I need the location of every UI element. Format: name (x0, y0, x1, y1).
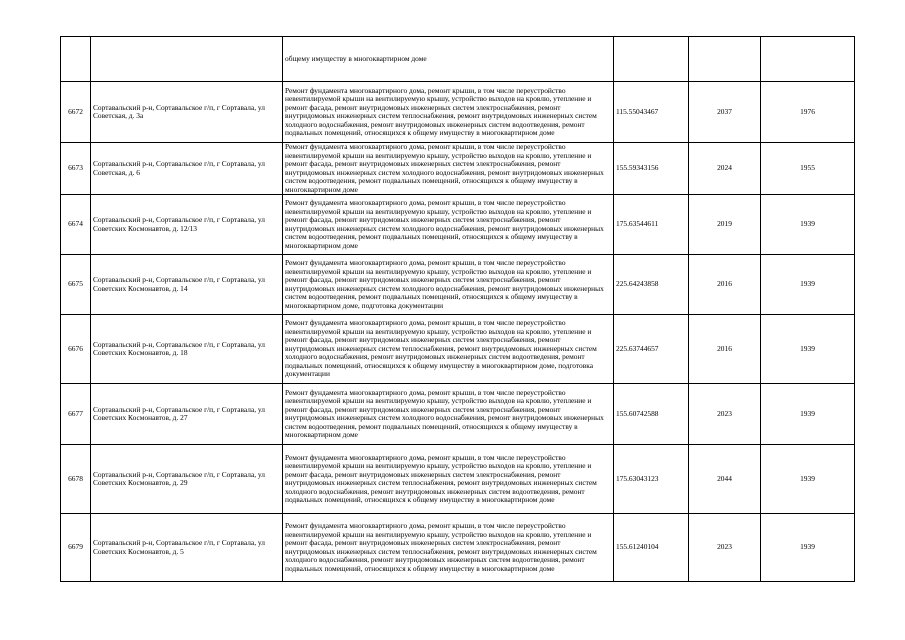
address-cell: Сортавальский р-н, Сортавальское г/п, г Сортавала, ул Советских Космонавтов, д. 12/13 (91, 195, 283, 255)
built-year-cell: 1976 (761, 82, 855, 143)
work-cell: Ремонт фундамента многоквартирного дома, ремонт крыши, в том числе переустройство невентилируемой крыши на вентилируемую крышу, устройство выходов на кровлю, утепление и ремонт фасада, ремонт внутридомовых инженерных систем электроснабжения, ремонт внутридомовых инженерных систем холодного водоснабжения, ремонт внутридомовых инженерных систем водоотведения, ремонт подвальных помещений, относящихся к общему имуществу в многоквартирном доме (283, 143, 614, 195)
cost-cell: 225.64243858 (614, 255, 689, 315)
table-row (61, 143, 855, 195)
table-row (61, 384, 855, 445)
built-year-cell (761, 37, 855, 82)
built-year-cell: 1939 (761, 255, 855, 315)
built-year-cell: 1939 (761, 514, 855, 582)
work-cell: Ремонт фундамента многоквартирного дома, ремонт крыши, в том числе переустройство невентилируемой крыши на вентилируемую крышу, устройство выходов на кровлю, утепление и ремонт фасада, ремонт внутридомовых инженерных систем электроснабжения, ремонт внутридомовых инженерных систем холодного водоснабжения, ремонт внутридомовых инженерных систем водоотведения, ремонт подвальных помещений, относящихся к общему имуществу в многоквартирном доме, подготовка документации (283, 255, 614, 315)
row-id-cell (61, 37, 91, 82)
address-cell: Сортавальский р-н, Сортавальское г/п, г Сортавала, ул Советских Космонавтов, д. 29 (91, 445, 283, 514)
built-year-cell: 1939 (761, 445, 855, 514)
work-cell: Ремонт фундамента многоквартирного дома, ремонт крыши, в том числе переустройство невентилируемой крыши на вентилируемую крышу, устройство выходов на кровлю, утепление и ремонт фасада, ремонт внутридомовых инженерных систем электроснабжения, ремонт внутридомовых инженерных систем холодного водоснабжения, ремонт внутридомовых инженерных систем водоотведения, ремонт подвальных помещений, относящихся к общему имуществу в многоквартирном доме (283, 195, 614, 255)
cost-cell: 155.59343156 (614, 143, 689, 195)
planned-year-cell: 2037 (689, 82, 761, 143)
table-row (61, 514, 855, 582)
work-cell: Ремонт фундамента многоквартирного дома, ремонт крыши, в том числе переустройство невентилируемой крыши на вентилируемую крышу, устройство выходов на кровлю, утепление и ремонт фасада, ремонт внутридомовых инженерных систем электроснабжения, ремонт внутридомовых инженерных систем теплоснабжения, ремонт внутридомовых инженерных систем холодного водоснабжения, ремонт внутридомовых инженерных систем водоотведения, ремонт подвальных помещений, относящихся к общему имуществу в многоквартирном доме (283, 82, 614, 143)
planned-year-cell: 2023 (689, 384, 761, 445)
cost-cell: 115.55043467 (614, 82, 689, 143)
address-cell: Сортавальский р-н, Сортавальское г/п, г Сортавала, ул Советских Космонавтов, д. 14 (91, 255, 283, 315)
table-row-continued (61, 37, 855, 82)
row-id-cell: 6675 (61, 255, 91, 315)
cost-cell: 175.63544611 (614, 195, 689, 255)
table-row (61, 195, 855, 255)
address-cell: Сортавальский р-н, Сортавальское г/п, г Сортавала, ул Советская, д. 3а (91, 82, 283, 143)
built-year-cell: 1955 (761, 143, 855, 195)
row-id-cell: 6678 (61, 445, 91, 514)
planned-year-cell: 2024 (689, 143, 761, 195)
work-cell: общему имуществу в многоквартирном доме (283, 37, 614, 82)
repair-registry-table (60, 36, 855, 582)
planned-year-cell: 2044 (689, 445, 761, 514)
row-id-cell: 6672 (61, 82, 91, 143)
table-row (61, 315, 855, 384)
planned-year-cell (689, 37, 761, 82)
address-cell: Сортавальский р-н, Сортавальское г/п, г Сортавала, ул Советских Космонавтов, д. 5 (91, 514, 283, 582)
cost-cell: 155.60742588 (614, 384, 689, 445)
planned-year-cell: 2023 (689, 514, 761, 582)
address-cell: Сортавальский р-н, Сортавальское г/п, г Сортавала, ул Советская, д. 6 (91, 143, 283, 195)
table-row (61, 82, 855, 143)
built-year-cell: 1939 (761, 384, 855, 445)
work-cell: Ремонт фундамента многоквартирного дома, ремонт крыши, в том числе переустройство невентилируемой крыши на вентилируемую крышу, устройство выходов на кровлю, утепление и ремонт фасада, ремонт внутридомовых инженерных систем электроснабжения, ремонт внутридомовых инженерных систем теплоснабжения, ремонт внутридомовых инженерных систем холодного водоснабжения, ремонт внутридомовых инженерных систем водоотведения, ремонт подвальных помещений, относящихся к общему имуществу в многоквартирном доме (283, 514, 614, 582)
planned-year-cell: 2016 (689, 255, 761, 315)
cost-cell (614, 37, 689, 82)
table-row (61, 255, 855, 315)
work-cell: Ремонт фундамента многоквартирного дома, ремонт крыши, в том числе переустройство невентилируемой крыши на вентилируемую крышу, устройство выходов на кровлю, утепление и ремонт фасада, ремонт внутридомовых инженерных систем электроснабжения, ремонт внутридомовых инженерных систем холодного водоснабжения, ремонт внутридомовых инженерных систем водоотведения, ремонт подвальных помещений, относящихся к общему имуществу в многоквартирном доме (283, 384, 614, 445)
built-year-cell: 1939 (761, 315, 855, 384)
cost-cell: 175.63043123 (614, 445, 689, 514)
row-id-cell: 6674 (61, 195, 91, 255)
address-cell: Сортавальский р-н, Сортавальское г/п, г Сортавала, ул Советских Космонавтов, д. 18 (91, 315, 283, 384)
row-id-cell: 6679 (61, 514, 91, 582)
planned-year-cell: 2019 (689, 195, 761, 255)
row-id-cell: 6676 (61, 315, 91, 384)
work-cell: Ремонт фундамента многоквартирного дома, ремонт крыши, в том числе переустройство невентилируемой крыши на вентилируемую крышу, устройство выходов на кровлю, утепление и ремонт фасада, ремонт внутридомовых инженерных систем электроснабжения, ремонт внутридомовых инженерных систем теплоснабжения, ремонт внутридомовых инженерных систем холодного водоснабжения, ремонт внутридомовых инженерных систем водоотведения, ремонт подвальных помещений, относящихся к общему имуществу в многоквартирном доме (283, 445, 614, 514)
table-row (61, 445, 855, 514)
address-cell (91, 37, 283, 82)
row-id-cell: 6673 (61, 143, 91, 195)
work-cell: Ремонт фундамента многоквартирного дома, ремонт крыши, в том числе переустройство невентилируемой крыши на вентилируемую крышу, устройство выходов на кровлю, утепление и ремонт фасада, ремонт внутридомовых инженерных систем электроснабжения, ремонт внутридомовых инженерных систем теплоснабжения, ремонт внутридомовых инженерных систем холодного водоснабжения, ремонт внутридомовых инженерных систем водоотведения, ремонт подвальных помещений, относящихся к общему имуществу в многоквартирном доме, подготовка документации (283, 315, 614, 384)
cost-cell: 155.61240104 (614, 514, 689, 582)
built-year-cell: 1939 (761, 195, 855, 255)
cost-cell: 225.63744657 (614, 315, 689, 384)
row-id-cell: 6677 (61, 384, 91, 445)
address-cell: Сортавальский р-н, Сортавальское г/п, г Сортавала, ул Советских Космонавтов, д. 27 (91, 384, 283, 445)
planned-year-cell: 2016 (689, 315, 761, 384)
